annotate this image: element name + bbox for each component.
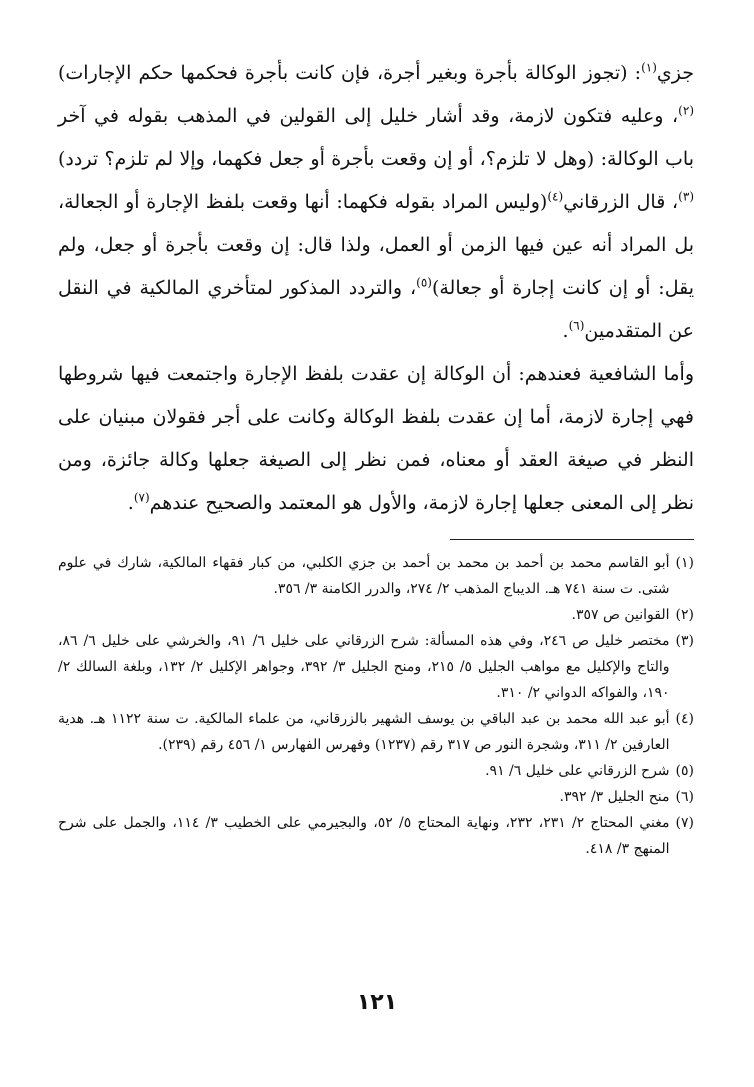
text-run: ، والتردد المذكور لمتأخري المالكية في النقل عن المتقدمين	[58, 277, 694, 342]
main-text	[58, 52, 694, 525]
text-run: (وليس المراد بقوله فكهما: أنها وقعت بلفظ الإجارة أو الجعالة، بل المراد أنه عين فيها الزمن أو العمل، ولذا قال: إن وقعت بأجرة أو جعل، ولم يقل: أو إن كانت إجارة أو جعالة)	[58, 191, 694, 299]
footnote-separator	[450, 539, 694, 540]
footnote-text: مغني المحتاج ٢/ ٢٣١، ٢٣٢، ونهاية المحتاج ٥/ ٥٢، والبجيرمي على الخطيب ٣/ ١١٤، والجمل على شرح المنهج ٣/ ٤١٨.	[58, 815, 670, 857]
paragraph-2	[58, 353, 694, 525]
footnote-ref-6[interactable]: (٦)	[568, 318, 585, 333]
text-run: جزي	[656, 62, 694, 84]
text-run: .	[127, 492, 134, 514]
text-run: وأما الشافعية فعندهم: أن الوكالة إن عقدت بلفظ الإجارة واجتمعت فيها شروطها فهي إجارة لازمة، أما إن عقدت بلفظ الوكالة وكانت على أجر فقولان مبنيان على النظر في صيغة العقد أو معناه، فمن نظر إلى الصيغة جعلها وكالة جائزة، ومن نظر إلى المعنى جعلها إجارة لازمة، والأول هو المعتمد والصحيح عندهم	[58, 363, 694, 514]
footnotes	[58, 550, 694, 862]
footnote-ref-4[interactable]: (٤)	[547, 189, 564, 204]
footnote-ref-7[interactable]: (٧)	[133, 490, 150, 505]
footnote-3	[58, 628, 694, 706]
footnote-number: (٤)	[675, 711, 694, 727]
footnote-number: (٦)	[675, 789, 694, 805]
footnote-text: مختصر خليل ص ٢٤٦، وفي هذه المسألة: شرح الزرقاني على خليل ٦/ ٩١، والخرشي على خليل ٦/ ٨٦، والتاج والإكليل مع مواهب الجليل ٥/ ٢١٥، ومنح الجليل ٣/ ٣٩٢، وجواهر الإكليل ٢/ ١٣٢، وبلغة السالك ٢/ ١٩٠، والفواكه الدواني ٢/ ٣١٠.	[58, 633, 670, 701]
footnote-7	[58, 810, 694, 862]
footnote-5	[58, 758, 694, 784]
footnote-text: أبو القاسم محمد بن أحمد بن محمد بن أحمد بن جزي الكلبي، من كبار فقهاء المالكية، شارك في علوم شتى. ت سنة ٧٤١ هـ. الديباج المذهب ٢/ ٢٧٤، والدرر الكامنة ٣/ ٣٥٦.	[58, 555, 670, 597]
footnote-number: (٧)	[675, 815, 694, 831]
footnote-text: شرح الزرقاني على خليل ٦/ ٩١.	[485, 763, 670, 779]
page-content	[58, 52, 694, 862]
text-run: ، وعليه فتكون لازمة، وقد أشار خليل إلى القولين في المذهب بقوله في آخر باب الوكالة: (وهل لا تلزم؟، أو إن وقعت بأجرة أو جعل فكهما، وإلا لم تلزم؟ تردد)	[58, 105, 694, 170]
footnote-number: (٢)	[675, 607, 694, 623]
page-number: ١٢١	[356, 990, 398, 1015]
footnote-2	[58, 602, 694, 628]
footnote-6	[58, 784, 694, 810]
footnote-ref-1[interactable]: (١)	[641, 60, 657, 75]
footnote-ref-5[interactable]: (٥)	[416, 275, 432, 290]
footnote-number: (١)	[675, 555, 694, 571]
footnote-number: (٥)	[675, 763, 694, 779]
text-run: : (تجوز الوكالة بأجرة وبغير أجرة، فإن كانت بأجرة فحكمها حكم الإجارات)	[58, 62, 642, 84]
footnote-ref-2[interactable]: (٢)	[678, 103, 694, 118]
footnote-text: منح الجليل ٣/ ٣٩٢.	[559, 789, 670, 805]
footnote-text: القوانين ص ٣٥٧.	[571, 607, 670, 623]
footnote-number: (٣)	[675, 633, 694, 649]
footnote-1	[58, 550, 694, 602]
footnote-text: أبو عبد الله محمد بن عبد الباقي بن يوسف الشهير بالزرقاني، من علماء المالكية. ت سنة ١١٢٢ هـ. هدية العارفين ٢/ ٣١١، وشجرة النور ص ٣١٧ رقم (١٢٣٧) وفهرس الفهارس ١/ ٤٥٦ رقم (٢٣٩).	[58, 711, 670, 753]
footnote-ref-3[interactable]: (٣)	[678, 189, 694, 204]
footnote-4	[58, 706, 694, 758]
text-run: .	[562, 320, 569, 342]
paragraph-1	[58, 52, 694, 353]
text-run: ، قال الزرقاني	[563, 191, 679, 213]
